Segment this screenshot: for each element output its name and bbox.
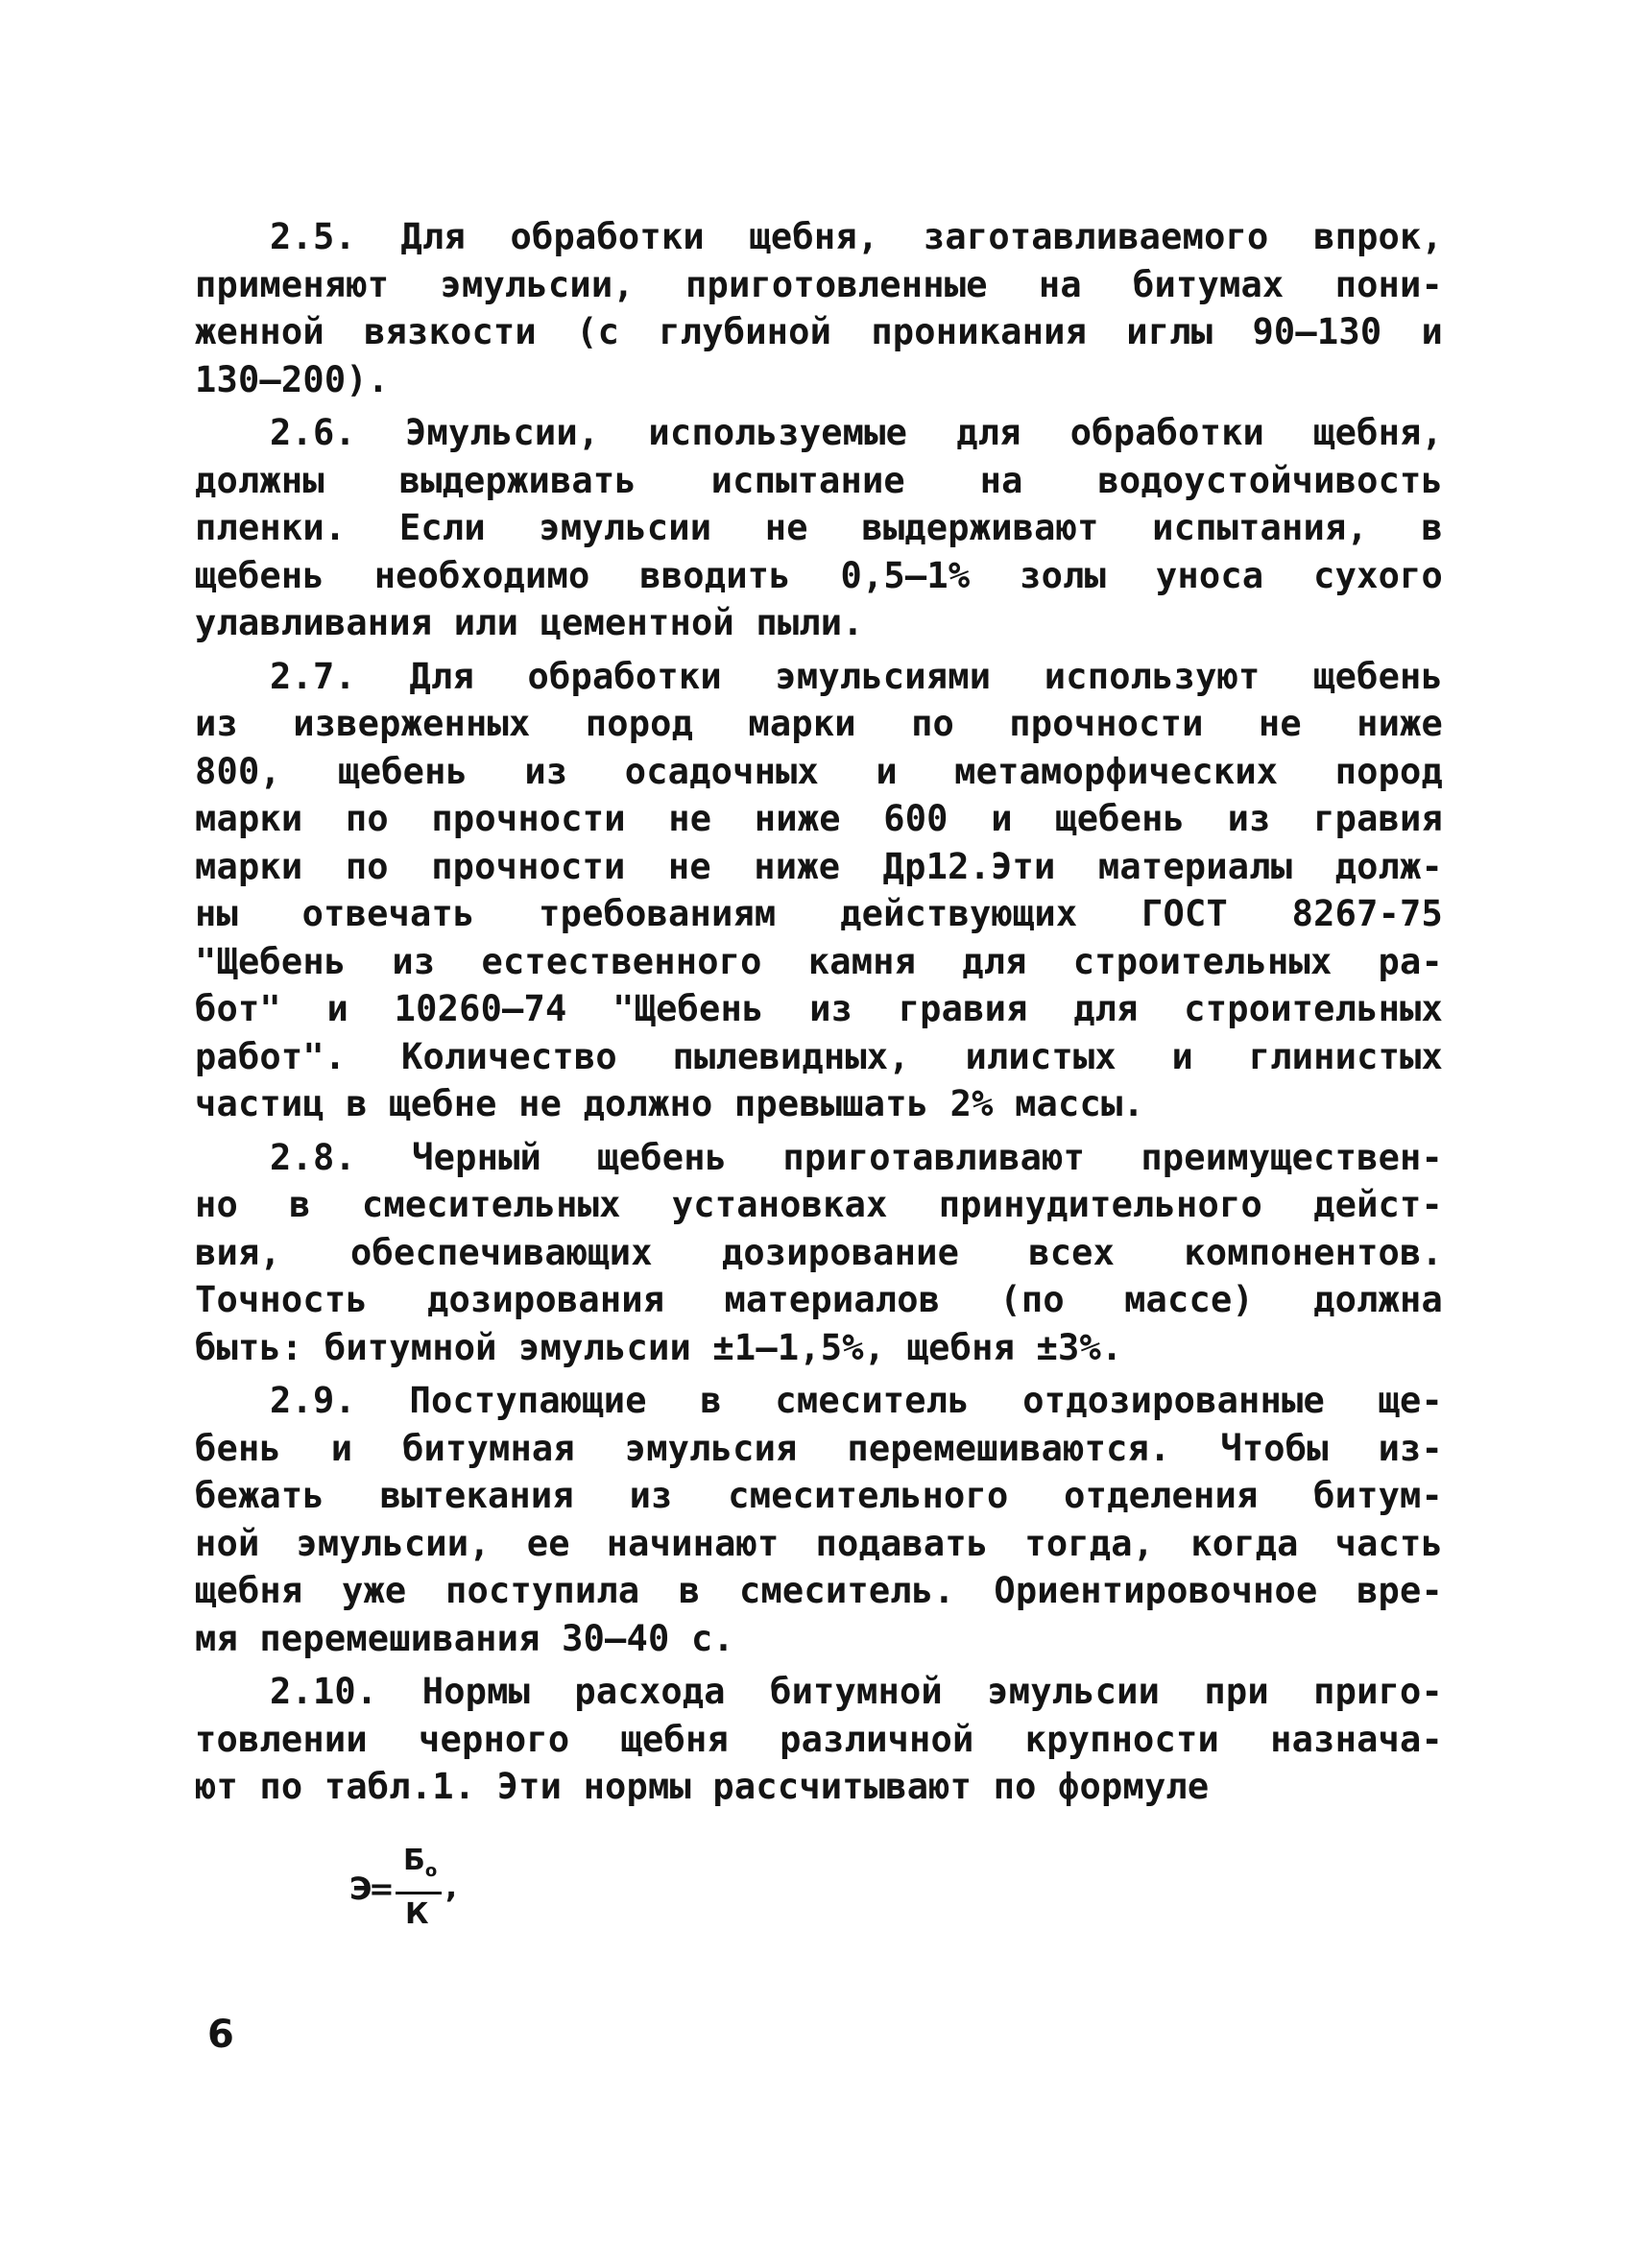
paragraph-2-8 [195, 1134, 1443, 1372]
page-number: 6 [207, 2013, 234, 2057]
text-line: 2.9. Поступающие в смеситель отдозированные ще- [270, 1380, 1443, 1421]
text-line: марки по прочности не ниже Др12.Эти материалы долж- [195, 845, 1443, 887]
text-line: бежать вытекания из смесительного отделения битум- [195, 1475, 1443, 1516]
text-line: ны отвечать требованиям действующих ГОСТ 8267-75 [195, 893, 1443, 934]
paragraph-2-6 [195, 409, 1443, 647]
text-line: бот" и 10260–74 "Щебень из гравия для строительных [195, 988, 1443, 1029]
text-line: 2.10. Нормы расхода битумной эмульсии при приго- [270, 1671, 1443, 1712]
formula-lhs: Э [349, 1870, 372, 1907]
emulsion-formula [349, 1844, 522, 1940]
paragraph-2-5 [195, 213, 1443, 403]
paragraph-2-9 [195, 1377, 1443, 1662]
text-line: щебня уже поступила в смеситель. Ориентировочное вре- [195, 1570, 1443, 1611]
text-line: 2.8. Черный щебень приготавливают преимуществен- [270, 1136, 1443, 1178]
text-line: вия, обеспечивающих дозирование всех компонентов. [195, 1231, 1443, 1273]
text-line: 130–200). [195, 358, 390, 400]
text-line: 2.5. Для обработки щебня, заготавливаемого впрок, [270, 216, 1443, 257]
formula-numerator-base: Б [403, 1844, 425, 1877]
text-line: ют по табл.1. Эти нормы рассчитывают по формуле [195, 1766, 1210, 1807]
text-line: но в смесительных установках принудительного дейст- [195, 1184, 1443, 1225]
formula-numerator-sub: о [424, 1861, 438, 1881]
text-line: щебень необходимо вводить 0,5–1% золы уноса сухого [195, 554, 1443, 596]
text-line: быть: битумной эмульсии ±1–1,5%, щебня ±3%. [195, 1326, 1123, 1368]
text-line: пленки. Если эмульсии не выдерживают испытания, в [195, 507, 1443, 548]
text-line: "Щебень из естественного камня для строительных ра- [195, 940, 1443, 982]
paragraph-2-7 [195, 653, 1443, 1128]
text-line: 800, щебень из осадочных и метаморфических пород [195, 750, 1443, 792]
text-line: применяют эмульсии, приготовленные на битумах пони- [195, 263, 1443, 305]
text-line: ной эмульсии, ее начинают подавать тогда, когда часть [195, 1522, 1443, 1564]
text-line: улавливания или цементной пыли. [195, 602, 864, 643]
text-line: должны выдерживать испытание на водоустойчивость [195, 459, 1443, 501]
text-line: женной вязкости (с глубиной проникания иглы 90–130 и [195, 311, 1443, 352]
text-line: работ". Количество пылевидных, илистых и глинистых [195, 1035, 1443, 1077]
formula-numerator [403, 1844, 437, 1881]
text-line: марки по прочности не ниже 600 и щебень из гравия [195, 798, 1443, 839]
text-line: частиц в щебне не должно превышать 2% массы. [195, 1083, 1144, 1124]
formula-denominator: К [405, 1897, 429, 1931]
text-line: Точность дозирования материалов (по массе) должна [195, 1279, 1443, 1320]
text-line: мя перемешивания 30–40 с. [195, 1617, 734, 1659]
body-text [195, 213, 1443, 1817]
text-line: 2.6. Эмульсии, используемые для обработки щебня, [270, 412, 1443, 453]
text-line: 2.7. Для обработки эмульсиями используют щебень [270, 655, 1443, 697]
text-line: из изверженных пород марки по прочности не ниже [195, 703, 1443, 744]
fraction-bar [396, 1892, 442, 1894]
text-line: бень и битумная эмульсия перемешиваются. Чтобы из- [195, 1427, 1443, 1469]
formula-equals: = [369, 1870, 395, 1907]
formula-comma: , [445, 1869, 458, 1905]
paragraph-2-10 [195, 1668, 1443, 1811]
text-line: товлении черного щебня различной крупности назнача- [195, 1718, 1443, 1760]
